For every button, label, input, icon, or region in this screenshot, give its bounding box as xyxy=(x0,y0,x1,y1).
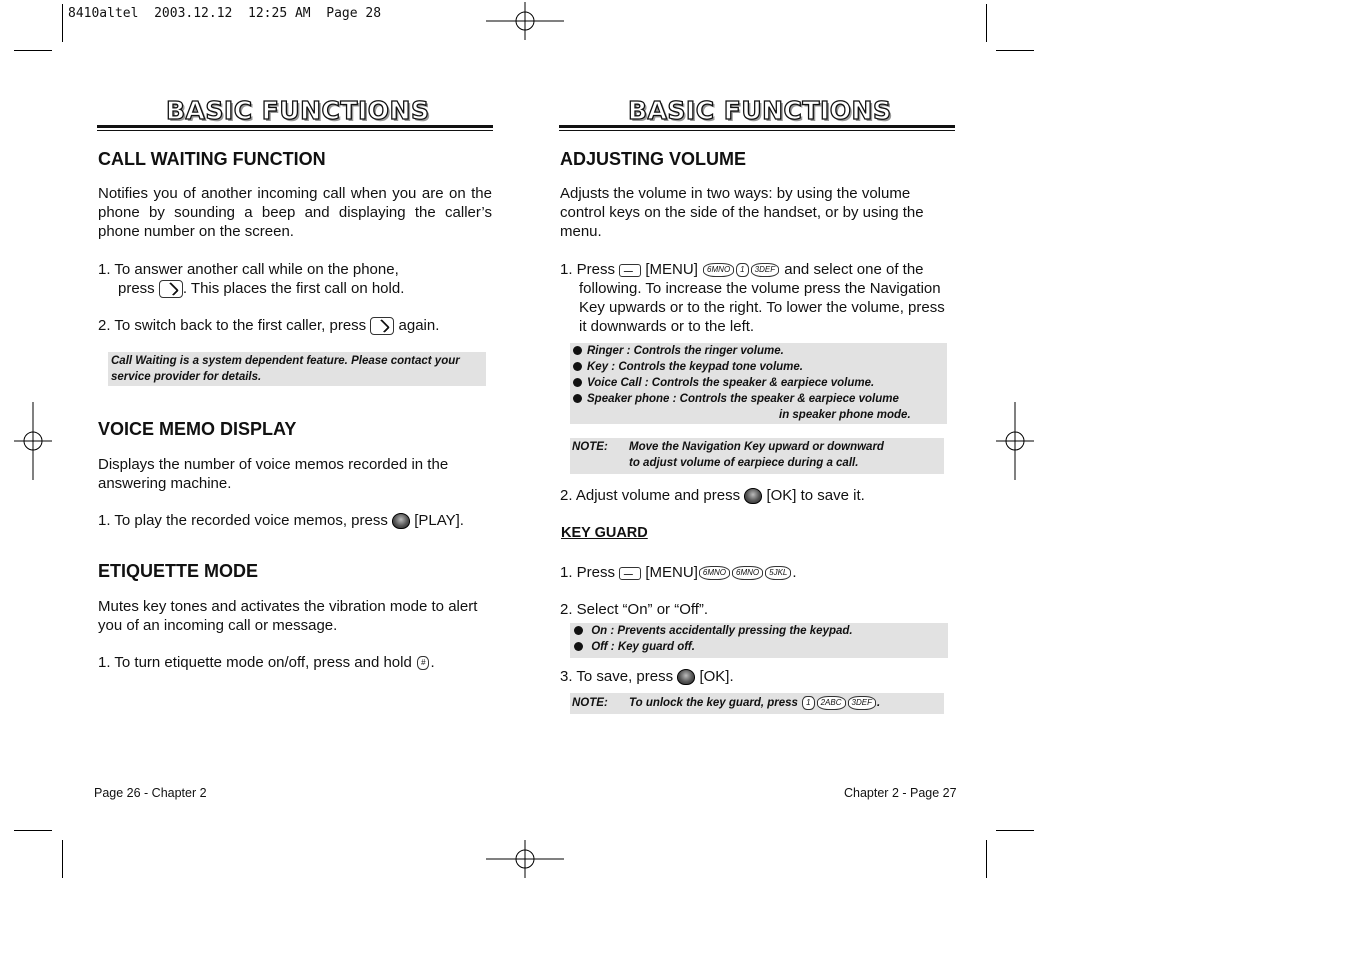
send-key-icon xyxy=(370,317,394,335)
ok-key-icon xyxy=(677,669,695,685)
voice-memo-step-1-play: [PLAY]. xyxy=(414,512,464,529)
key-3-icon: 3DEF xyxy=(848,696,876,710)
key-guard-options-box xyxy=(570,623,948,658)
page-title: BASIC FUNCTIONS xyxy=(628,96,892,125)
title-rule xyxy=(97,125,493,128)
page-title: BASIC FUNCTIONS xyxy=(166,96,430,125)
section-heading-key-guard: KEY GUARD xyxy=(561,525,648,541)
print-slug: 8410altel 2003.12.12 12:25 AM Page 28 xyxy=(68,6,382,21)
voice-memo-step-1 xyxy=(98,511,498,530)
key-guard-step-1-press: 1. Press xyxy=(560,564,616,581)
etiquette-intro: Mutes key tones and activates the vibration mode to alert you of an incoming call or message. xyxy=(98,598,478,634)
volume-option-key: Key : Controls the keypad tone volume. xyxy=(573,359,947,375)
volume-step-1-press: 1. Press xyxy=(560,261,616,278)
volume-note xyxy=(570,438,944,474)
key-guard-option-off: Off : Key guard off. xyxy=(574,639,948,655)
key-6-icon: 6MNO xyxy=(699,566,730,580)
section-heading-volume: ADJUSTING VOLUME xyxy=(560,149,747,169)
call-waiting-note: Call Waiting is a system dependent feature. Please contact your service provider for details. xyxy=(108,352,486,386)
key-1-icon: 1 xyxy=(802,696,814,710)
key-6-icon: 6MNO xyxy=(732,566,763,580)
volume-option-voice-call: Voice Call : Controls the speaker & earpiece volume. xyxy=(573,375,947,391)
call-waiting-step-1-press: press xyxy=(118,280,155,297)
key-guard-step-3 xyxy=(560,667,950,686)
volume-step-1-rest: and select one of the xyxy=(784,261,924,278)
key-1-icon: 1 xyxy=(736,263,748,277)
ok-key-icon xyxy=(744,488,762,504)
note-label: NOTE: xyxy=(572,697,608,709)
volume-intro: Adjusts the volume in two ways: by using the volume control keys on the side of the handset, or by using the menu. xyxy=(560,185,924,240)
key-guard-step-1-menu: [MENU] xyxy=(645,564,698,581)
volume-step-1 xyxy=(560,260,950,336)
volume-step-2 xyxy=(560,486,950,505)
vibrate-key-icon: # xyxy=(417,656,429,670)
key-6-icon: 6MNO xyxy=(703,263,734,277)
call-waiting-step-2-text: 2. To switch back to the first caller, press xyxy=(98,317,367,334)
title-rule-thin xyxy=(559,130,955,131)
call-waiting-intro: Notifies you of another incoming call when you are on the phone by sounding a beep and displaying the caller’s phone number on the screen. xyxy=(98,185,492,240)
call-waiting-step-1-line-1: 1. To answer another call while on the phone, xyxy=(98,261,399,278)
etiquette-step-1-text: 1. To turn etiquette mode on/off, press and hold xyxy=(98,654,412,671)
registration-mark-bottom xyxy=(486,840,564,878)
volume-options-box xyxy=(570,343,947,424)
section-heading-voice-memo: VOICE MEMO DISPLAY xyxy=(98,419,297,439)
page-footer-left: Page 26 - Chapter 2 xyxy=(94,786,207,800)
key-2-icon: 2ABC xyxy=(817,696,846,710)
ok-key-icon xyxy=(392,513,410,529)
registration-mark-right xyxy=(996,402,1034,480)
note-label: NOTE: xyxy=(572,441,608,453)
section-heading-etiquette: ETIQUETTE MODE xyxy=(98,561,259,581)
note-text: To unlock the key guard, press xyxy=(629,697,798,709)
etiquette-step-1-end: . xyxy=(430,654,435,671)
section-heading-call-waiting: CALL WAITING FUNCTION xyxy=(98,149,326,169)
note-line-1: Move the Navigation Key upward or downward xyxy=(629,441,884,453)
volume-option-speaker-phone-cont: in speaker phone mode. xyxy=(779,409,911,421)
menu-key-icon xyxy=(619,567,641,580)
volume-step-1-menu: [MENU] xyxy=(645,261,698,278)
note-line-2: to adjust volume of earpiece during a call. xyxy=(629,457,859,469)
registration-mark-left xyxy=(14,402,52,480)
key-guard-option-on: On : Prevents accidentally pressing the keypad. xyxy=(574,623,948,639)
voice-memo-intro: Displays the number of voice memos recorded in the answering machine. xyxy=(98,456,449,492)
key-guard-step-3-ok: [OK]. xyxy=(699,668,734,685)
title-rule xyxy=(559,125,955,128)
volume-step-2-text: 2. Adjust volume and press xyxy=(560,487,741,504)
key-guard-note xyxy=(570,693,944,714)
page-footer-right: Chapter 2 - Page 27 xyxy=(844,786,957,800)
key-guard-step-2: 2. Select “On” or “Off”. xyxy=(560,601,709,618)
volume-step-1-continued: following. To increase the volume press the Navigation Key upwards or to the right. To lower the volume, press it downwards or to the left. xyxy=(579,280,945,335)
voice-memo-step-1-text: 1. To play the recorded voice memos, press xyxy=(98,512,388,529)
key-5-icon: 5JKL xyxy=(765,566,791,580)
title-rule-thin xyxy=(97,130,493,131)
note-end: . xyxy=(876,697,881,709)
call-waiting-step-2-again: again. xyxy=(398,317,440,334)
send-key-icon xyxy=(159,280,183,298)
volume-option-ringer: Ringer : Controls the ringer volume. xyxy=(573,343,947,359)
key-3-icon: 3DEF xyxy=(751,263,779,277)
registration-mark-top xyxy=(486,2,564,40)
volume-step-2-ok: [OK] to save it. xyxy=(766,487,865,504)
call-waiting-step-2 xyxy=(98,316,492,335)
menu-key-icon xyxy=(619,264,641,277)
call-waiting-step-1-rest: . This places the first call on hold. xyxy=(182,280,405,297)
etiquette-step-1 xyxy=(98,653,498,672)
key-guard-step-1: 1. Press [MENU] 6MNO 6MNO 5JKL . xyxy=(560,564,797,581)
key-guard-step-3-text: 3. To save, press xyxy=(560,668,674,685)
call-waiting-step-1 xyxy=(98,260,492,298)
volume-option-speaker-phone: Speaker phone : Controls the speaker & earpiece volume xyxy=(573,391,947,407)
